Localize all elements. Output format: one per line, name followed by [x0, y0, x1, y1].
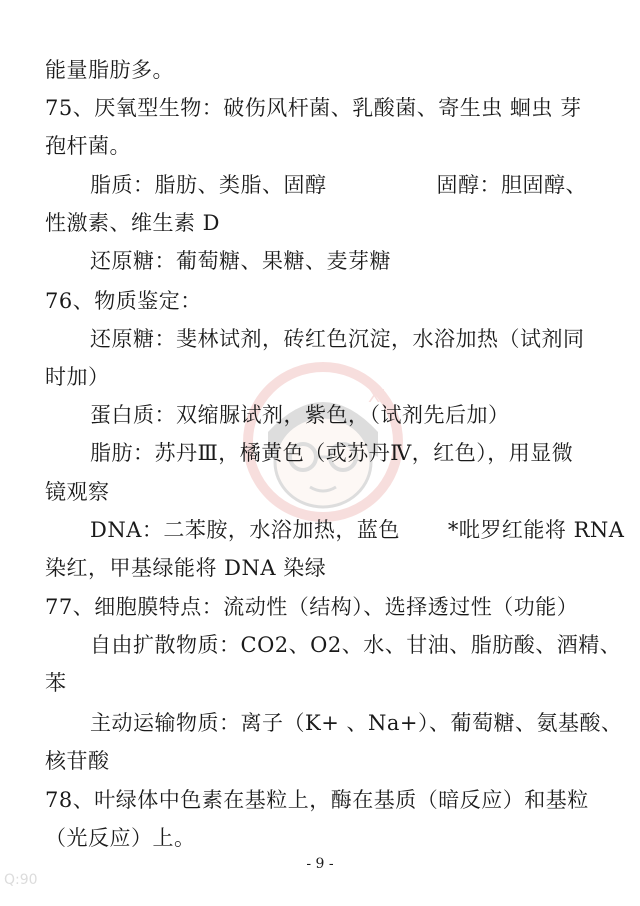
corner-watermark-text: Q:90 — [4, 872, 38, 888]
text-line-19: 核苷酸 — [45, 749, 110, 773]
text-line-17: 苯 — [45, 671, 67, 695]
text-line-9: 时加） — [45, 365, 110, 389]
text-line-6: 还原糖：葡萄糖、果糖、麦芽糖 — [90, 249, 391, 273]
text-line-3: 孢杆菌。 — [45, 134, 131, 158]
text-line-4 — [90, 170, 587, 200]
text-line-12: 镜观察 — [45, 480, 110, 504]
text-line-8: 还原糖：斐林试剂，砖红色沉淀，水浴加热（试剂同 — [90, 327, 585, 351]
text-line-15: 77、细胞膜特点：流动性（结构）、选择透过性（功能） — [45, 595, 579, 619]
text-line-14: 染红，甲基绿能将 DNA 染绿 — [45, 556, 327, 580]
text-line-2: 75、厌氧型生物：破伤风杆菌、乳酸菌、寄生虫 蛔虫 芽 — [45, 96, 582, 120]
text-line-21: （光反应）上。 — [45, 826, 196, 850]
text-line-11: 脂肪：苏丹Ⅲ，橘黄色（或苏丹Ⅳ，红色），用显微 — [90, 441, 574, 465]
text-line-20: 78、叶绿体中色素在基粒上，酶在基质（暗反应）和基粒 — [45, 788, 589, 812]
text-line-7: 76、物质鉴定： — [45, 289, 202, 313]
rna-stain-note: *吡罗红能将 RNA — [447, 518, 625, 542]
text-line-18: 主动运输物质：离子（K+ 、Na+）、葡萄糖、氨基酸、 — [90, 711, 623, 735]
sterol-definition: 固醇：胆固醇、 — [436, 173, 587, 197]
lipid-definition: 脂质：脂肪、类脂、固醇 — [90, 173, 327, 197]
page-number: - 9 - — [306, 856, 334, 872]
text-line-10: 蛋白质：双缩脲试剂，紫色，（试剂先后加） — [90, 403, 510, 427]
text-line-16: 自由扩散物质：CO2、O2、水、甘油、脂肪酸、酒精、 — [90, 633, 622, 657]
text-line-5: 性激素、维生素 D — [45, 211, 221, 235]
dna-test: DNA：二苯胺，水浴加热，蓝色 — [90, 518, 400, 542]
svg-text:XI: XI — [368, 386, 386, 407]
text-line-13 — [90, 515, 624, 545]
text-line-1: 能量脂肪多。 — [45, 58, 174, 82]
